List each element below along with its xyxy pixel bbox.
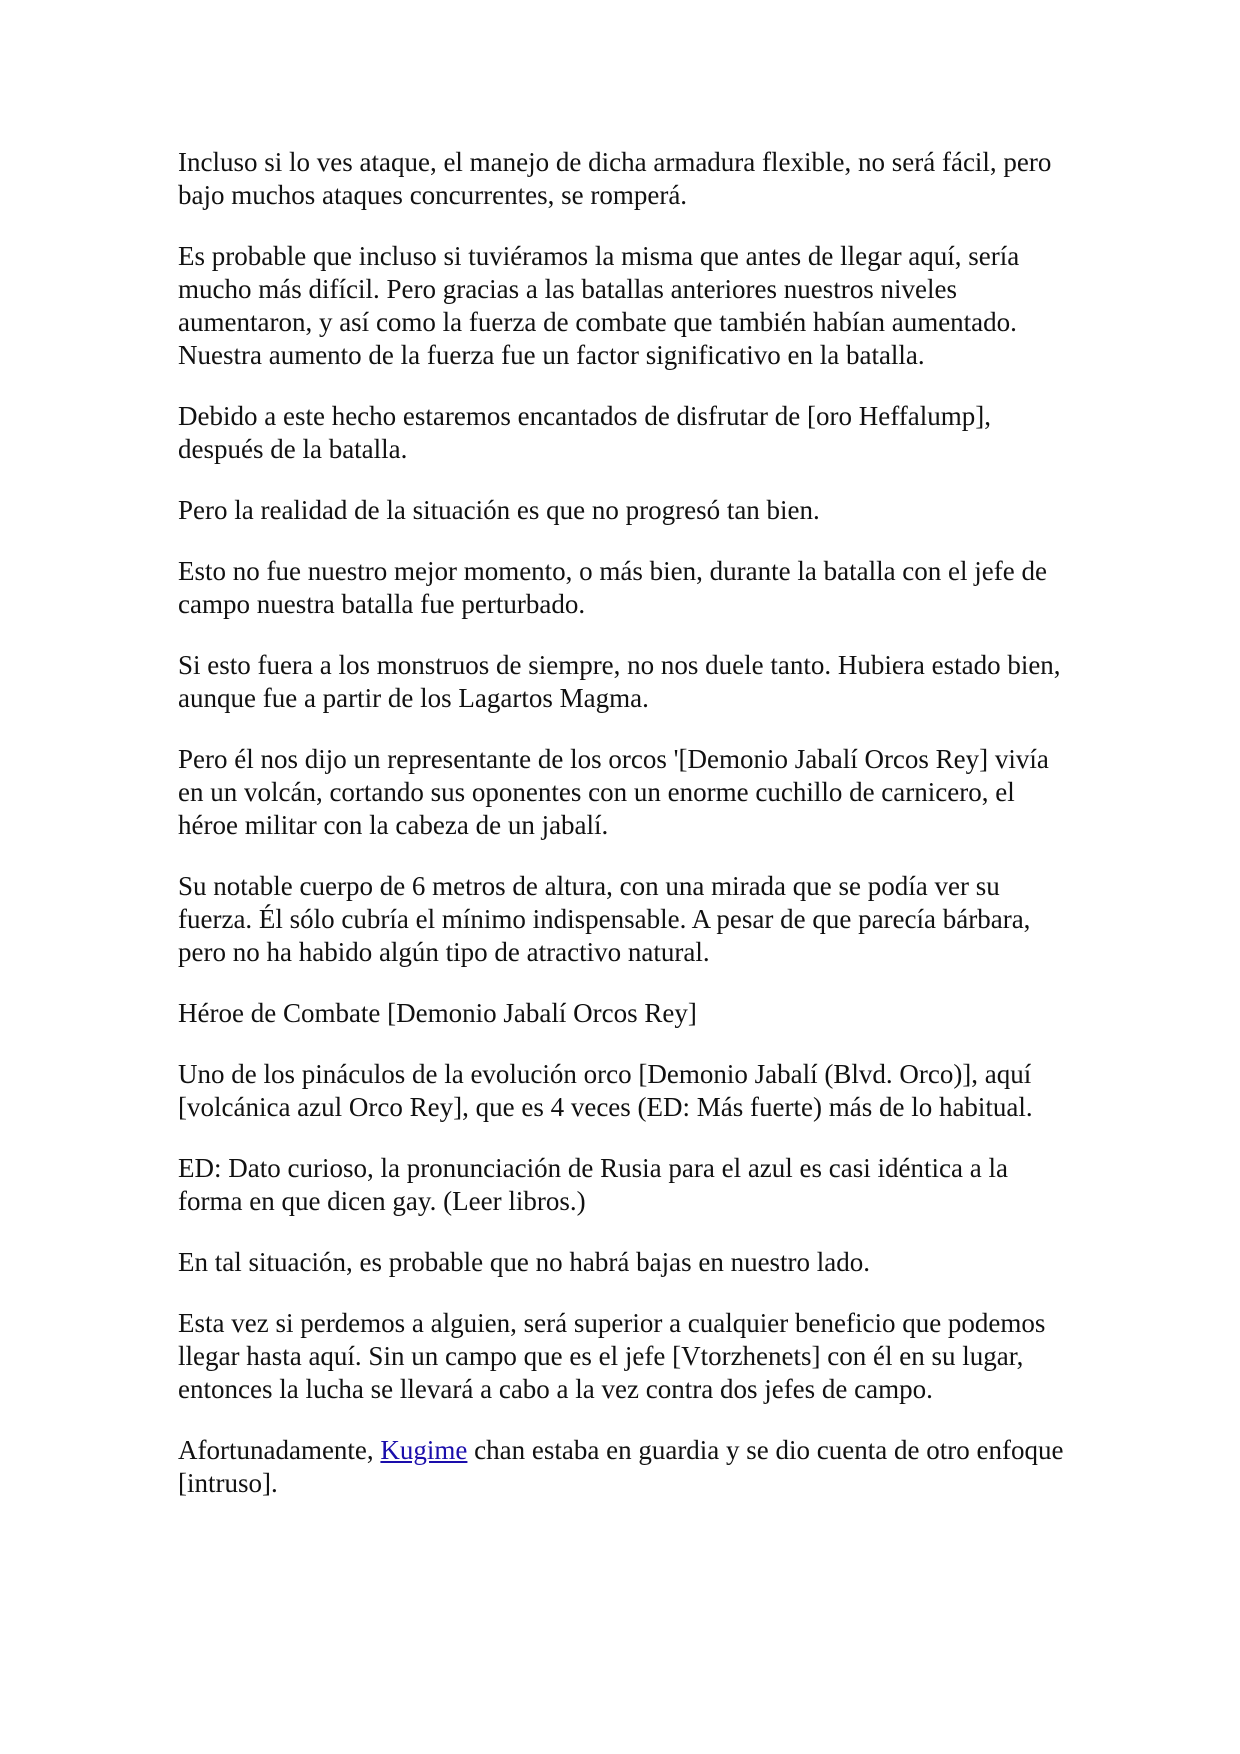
paragraph-1: Incluso si lo ves ataque, el manejo de dicha armadura flexible, no será fácil, pero bajo muchos ataques concurrentes, se romperá. xyxy=(178,147,1052,210)
document-body xyxy=(178,146,1078,1528)
paragraph-7: Pero él nos dijo un representante de los orcos '[Demonio Jabalí Orcos Rey] vivía en un volcán, cortando sus oponentes con un enorme cuchillo de carnicero, el héroe militar con la cabeza de un jabalí. xyxy=(178,744,1049,840)
paragraph-9: Héroe de Combate [Demonio Jabalí Orcos Rey] xyxy=(178,998,697,1028)
paragraph-11: ED: Dato curioso, la pronunciación de Rusia para el azul es casi idéntica a la forma en que dicen gay. (Leer libros.) xyxy=(178,1153,1008,1216)
paragraph-14-after-link: chan estaba en guardia y se dio cuenta de otro enfoque [intruso]. xyxy=(178,1435,1064,1498)
paragraph-12: En tal situación, es probable que no habrá bajas en nuestro lado. xyxy=(178,1247,871,1277)
paragraph-8: Su notable cuerpo de 6 metros de altura, con una mirada que se podía ver su fuerza. Él sólo cubría el mínimo indispensable. A pesar de que parecía bárbara, pero no ha habido algún tipo de atractivo natural. xyxy=(178,871,1031,967)
paragraph-5: Esto no fue nuestro mejor momento, o más bien, durante la batalla con el jefe de campo nuestra batalla fue perturbado. xyxy=(178,556,1047,619)
paragraph-4: Pero la realidad de la situación es que no progresó tan bien. xyxy=(178,495,820,525)
paragraph-13: Esta vez si perdemos a alguien, será superior a cualquier beneficio que podemos llegar hasta aquí. Sin un campo que es el jefe [Vtorzhenets] con él en su lugar, entonces la lucha se llevará a cabo a la vez contra dos jefes de campo. xyxy=(178,1308,1046,1404)
paragraph-2: Es probable que incluso si tuviéramos la misma que antes de llegar aquí, sería mucho más difícil. Pero gracias a las batallas anteriores nuestros niveles aumentaron, y así como la fuerza de combate que también habían aumentado. Nuestra aumento de la fuerza fue un factor significativo en la batalla. xyxy=(178,241,1020,370)
paragraph-3: Debido a este hecho estaremos encantados de disfrutar de [oro Heffalump], después de la batalla. xyxy=(178,401,991,464)
paragraph-14 xyxy=(178,1434,1078,1500)
paragraph-6: Si esto fuera a los monstruos de siempre, no nos duele tanto. Hubiera estado bien, aunque fue a partir de los Lagartos Magma. xyxy=(178,650,1061,713)
paragraph-14-before-link: Afortunadamente, xyxy=(178,1435,381,1465)
kugime-link[interactable]: Kugime xyxy=(380,1435,468,1465)
paragraph-10: Uno de los pináculos de la evolución orco [Demonio Jabalí (Blvd. Orco)], aquí [volcánica azul Orco Rey], que es 4 veces (ED: Más fuerte) más de lo habitual. xyxy=(178,1059,1033,1122)
